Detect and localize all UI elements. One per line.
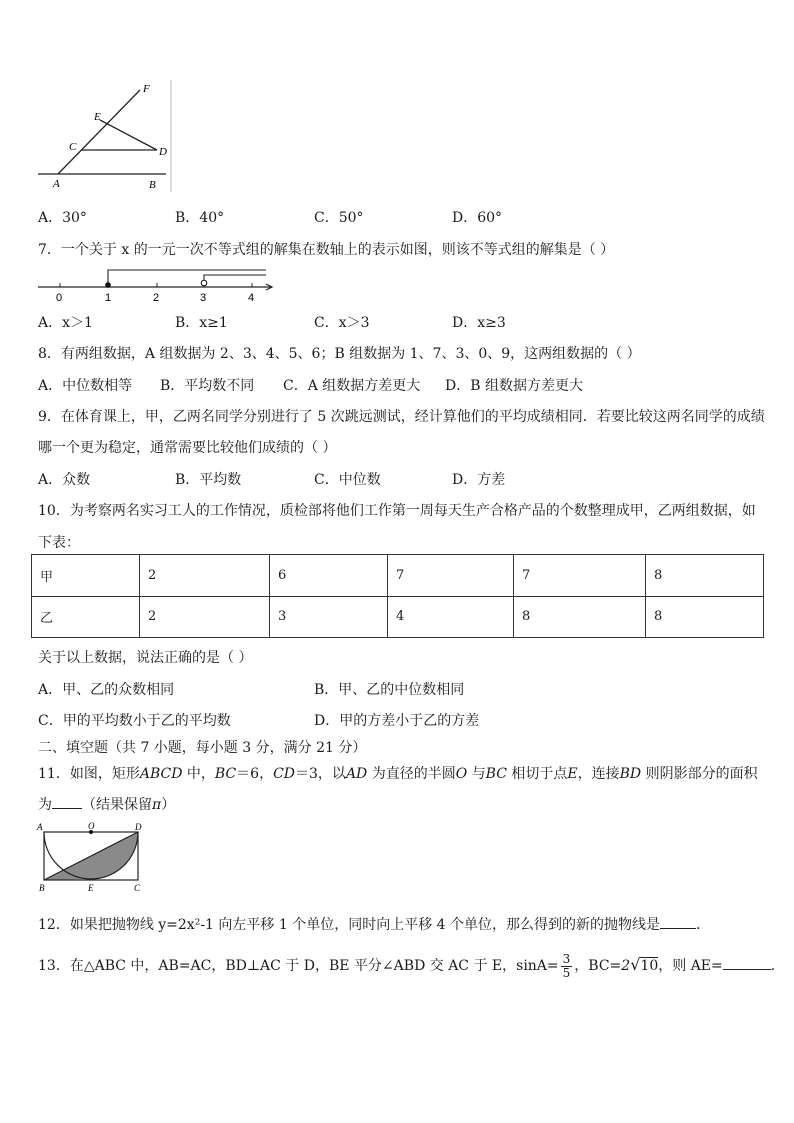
q10-option-a: A．甲、乙的众数相同 [38,682,175,698]
q11-part: ＝6， [236,766,274,782]
q9-text-line1: 9．在体育课上，甲，乙两名同学分别进行了 5 次跳远测试，经计算他们的平均成绩相同．若要比较这两名同学的成绩 [38,409,765,425]
q7-hollow-dot [201,280,207,286]
q11-part: 则阴影部分的面积 [641,766,758,782]
q7-ray-from-1 [108,270,266,285]
q13-part: ，BC= [574,958,622,974]
q11-var: AD [345,766,368,782]
q11-part: （结果保留 [82,797,152,813]
radical-icon: √ [630,955,641,974]
table-cell: 2 [140,555,270,597]
q7-tick-1: 1 [105,292,112,304]
q11-label-E: E [88,883,94,893]
q11-part: 相切于点 [506,766,568,782]
table-row [32,555,764,597]
q13-denominator: 5 [562,965,571,980]
q7-ray-from-3 [204,275,266,283]
table-cell: 3 [270,596,388,638]
table-cell: 8 [646,555,764,597]
q6-option-a: A．30° [38,210,87,226]
table-cell: 4 [388,596,514,638]
table-cell: 8 [646,596,764,638]
q6-label-C: C [69,141,77,153]
q11-part: 与 [467,766,486,782]
q11-var: CD [273,766,296,782]
q11-text-line2 [38,794,175,814]
q13-part: ，则 AE= [658,958,723,974]
q12-part: ． [696,917,711,933]
q11-part: ，连接 [577,766,620,782]
q11-label-C: C [134,883,141,893]
q6-line-ED [100,120,157,150]
q13-part: . [770,958,776,974]
table-cell: 8 [514,596,646,638]
q7-tick-3: 3 [200,292,207,304]
q11-part: 11．如图，矩形 [38,766,140,782]
table-cell: 6 [270,555,388,597]
q13-text [38,948,775,983]
q10-text-line1: 10．为考察两名实习工人的工作情况，质检部将他们工作第一周每天生产合格产品的个数整理成甲，乙两组数据，如 [38,503,756,519]
q10-text-line2: 下表： [38,535,80,551]
q9-option-c: C．中位数 [314,472,381,488]
q11-part: 为直径的半圆 [367,766,456,782]
q11-var: BC [214,766,237,782]
q11-var: BC [485,766,507,782]
q13-fraction [561,953,573,980]
q11-figure [36,820,148,896]
section-heading-fill-in: 二、填空题（共 7 小题，每小题 3 分，满分 21 分） [38,740,367,756]
table-cell: 乙 [32,596,140,638]
q10-option-b: B．甲、乙的中位数相同 [314,682,465,698]
q11-label-D: D [135,822,142,832]
q13-numerator: 3 [562,951,571,966]
q6-option-c: C．50° [314,210,364,226]
q6-option-b: B．40° [175,210,225,226]
q6-label-D: D [159,146,167,158]
q7-tick-2: 2 [153,292,160,304]
q12-part: 12．如果把抛物线 y=2x²-1 向左平移 1 个单位，同时向上平移 4 个单位，那么得到的新的抛物线是 [38,917,661,933]
q11-part: 中， [182,766,215,782]
q8-option-d: D．B 组数据方差更大 [445,378,583,394]
q12-answer-blank[interactable] [660,916,696,929]
table-cell: 7 [514,555,646,597]
q11-label-B: B [39,883,45,893]
q11-text-line1 [38,763,758,783]
q7-text: 7．一个关于 x 的一元一次不等式组的解集在数轴上的表示如图，则该不等式组的解集是（ ） [38,242,615,258]
q7-option-a: A．x＞1 [38,315,93,331]
q6-label-E: E [94,111,101,123]
q7-tick-0: 0 [56,292,63,304]
q11-var: BD [619,766,642,782]
q6-line-AF [58,90,140,174]
q11-part: ） [161,797,176,813]
q9-text-line2: 哪一个更为稳定，通常需要比较他们成绩的（ ） [38,440,337,456]
q13-radicand: 10 [640,958,659,974]
q8-option-c: C．A 组数据方差更大 [283,378,421,394]
q11-label-O: O [88,821,95,831]
q7-option-b: B．x≥1 [175,315,228,331]
q6-figure [36,80,176,195]
q7-option-d: D．x≥3 [452,315,506,331]
q6-option-d: D．60° [452,210,503,226]
q11-answer-blank[interactable] [52,796,82,809]
q13-answer-blank[interactable] [723,957,771,970]
q7-number-line [36,262,276,304]
q11-label-A: A [37,822,43,832]
q12-text [38,914,710,934]
q13-part: 13．在△ABC 中，AB=AC，BD⊥AC 于 D，BE 平分∠ABD 交 AC 于 E，sinA= [38,958,559,974]
q6-label-B: B [149,179,156,191]
q6-label-F: F [143,83,150,95]
table-row [32,596,764,638]
q10-option-d: D．甲的方差小于乙的方差 [314,713,480,729]
q11-var: O [455,766,468,782]
q11-pi: π [152,797,162,813]
q11-var: ABCD [139,766,183,782]
q6-label-A: A [53,178,60,190]
q10-question: 关于以上数据，说法正确的是（ ） [38,650,253,666]
q11-part: 为 [38,797,52,813]
q13-sqrt [630,955,659,974]
q8-option-b: B．平均数不同 [160,378,255,394]
q10-option-c: C．甲的平均数小于乙的平均数 [38,713,231,729]
q11-var: E [567,766,578,782]
q9-option-a: A．众数 [38,472,91,488]
table-cell: 2 [140,596,270,638]
table-cell: 7 [388,555,514,597]
table-cell: 甲 [32,555,140,597]
q13-coef: 2 [621,958,631,974]
q10-data-table [31,554,764,638]
q8-text: 8．有两组数据，A 组数据为 2、3、4、5、6；B 组数据为 1、7、3、0、9，这两组数据的（ ） [38,346,641,362]
q9-option-b: B．平均数 [175,472,242,488]
q11-part: ＝3，以 [295,766,346,782]
q7-option-c: C．x＞3 [314,315,370,331]
q8-option-a: A．中位数相等 [38,378,133,394]
q7-tick-4: 4 [248,292,255,304]
q9-option-d: D．方差 [452,472,506,488]
q7-solid-dot [105,282,111,288]
